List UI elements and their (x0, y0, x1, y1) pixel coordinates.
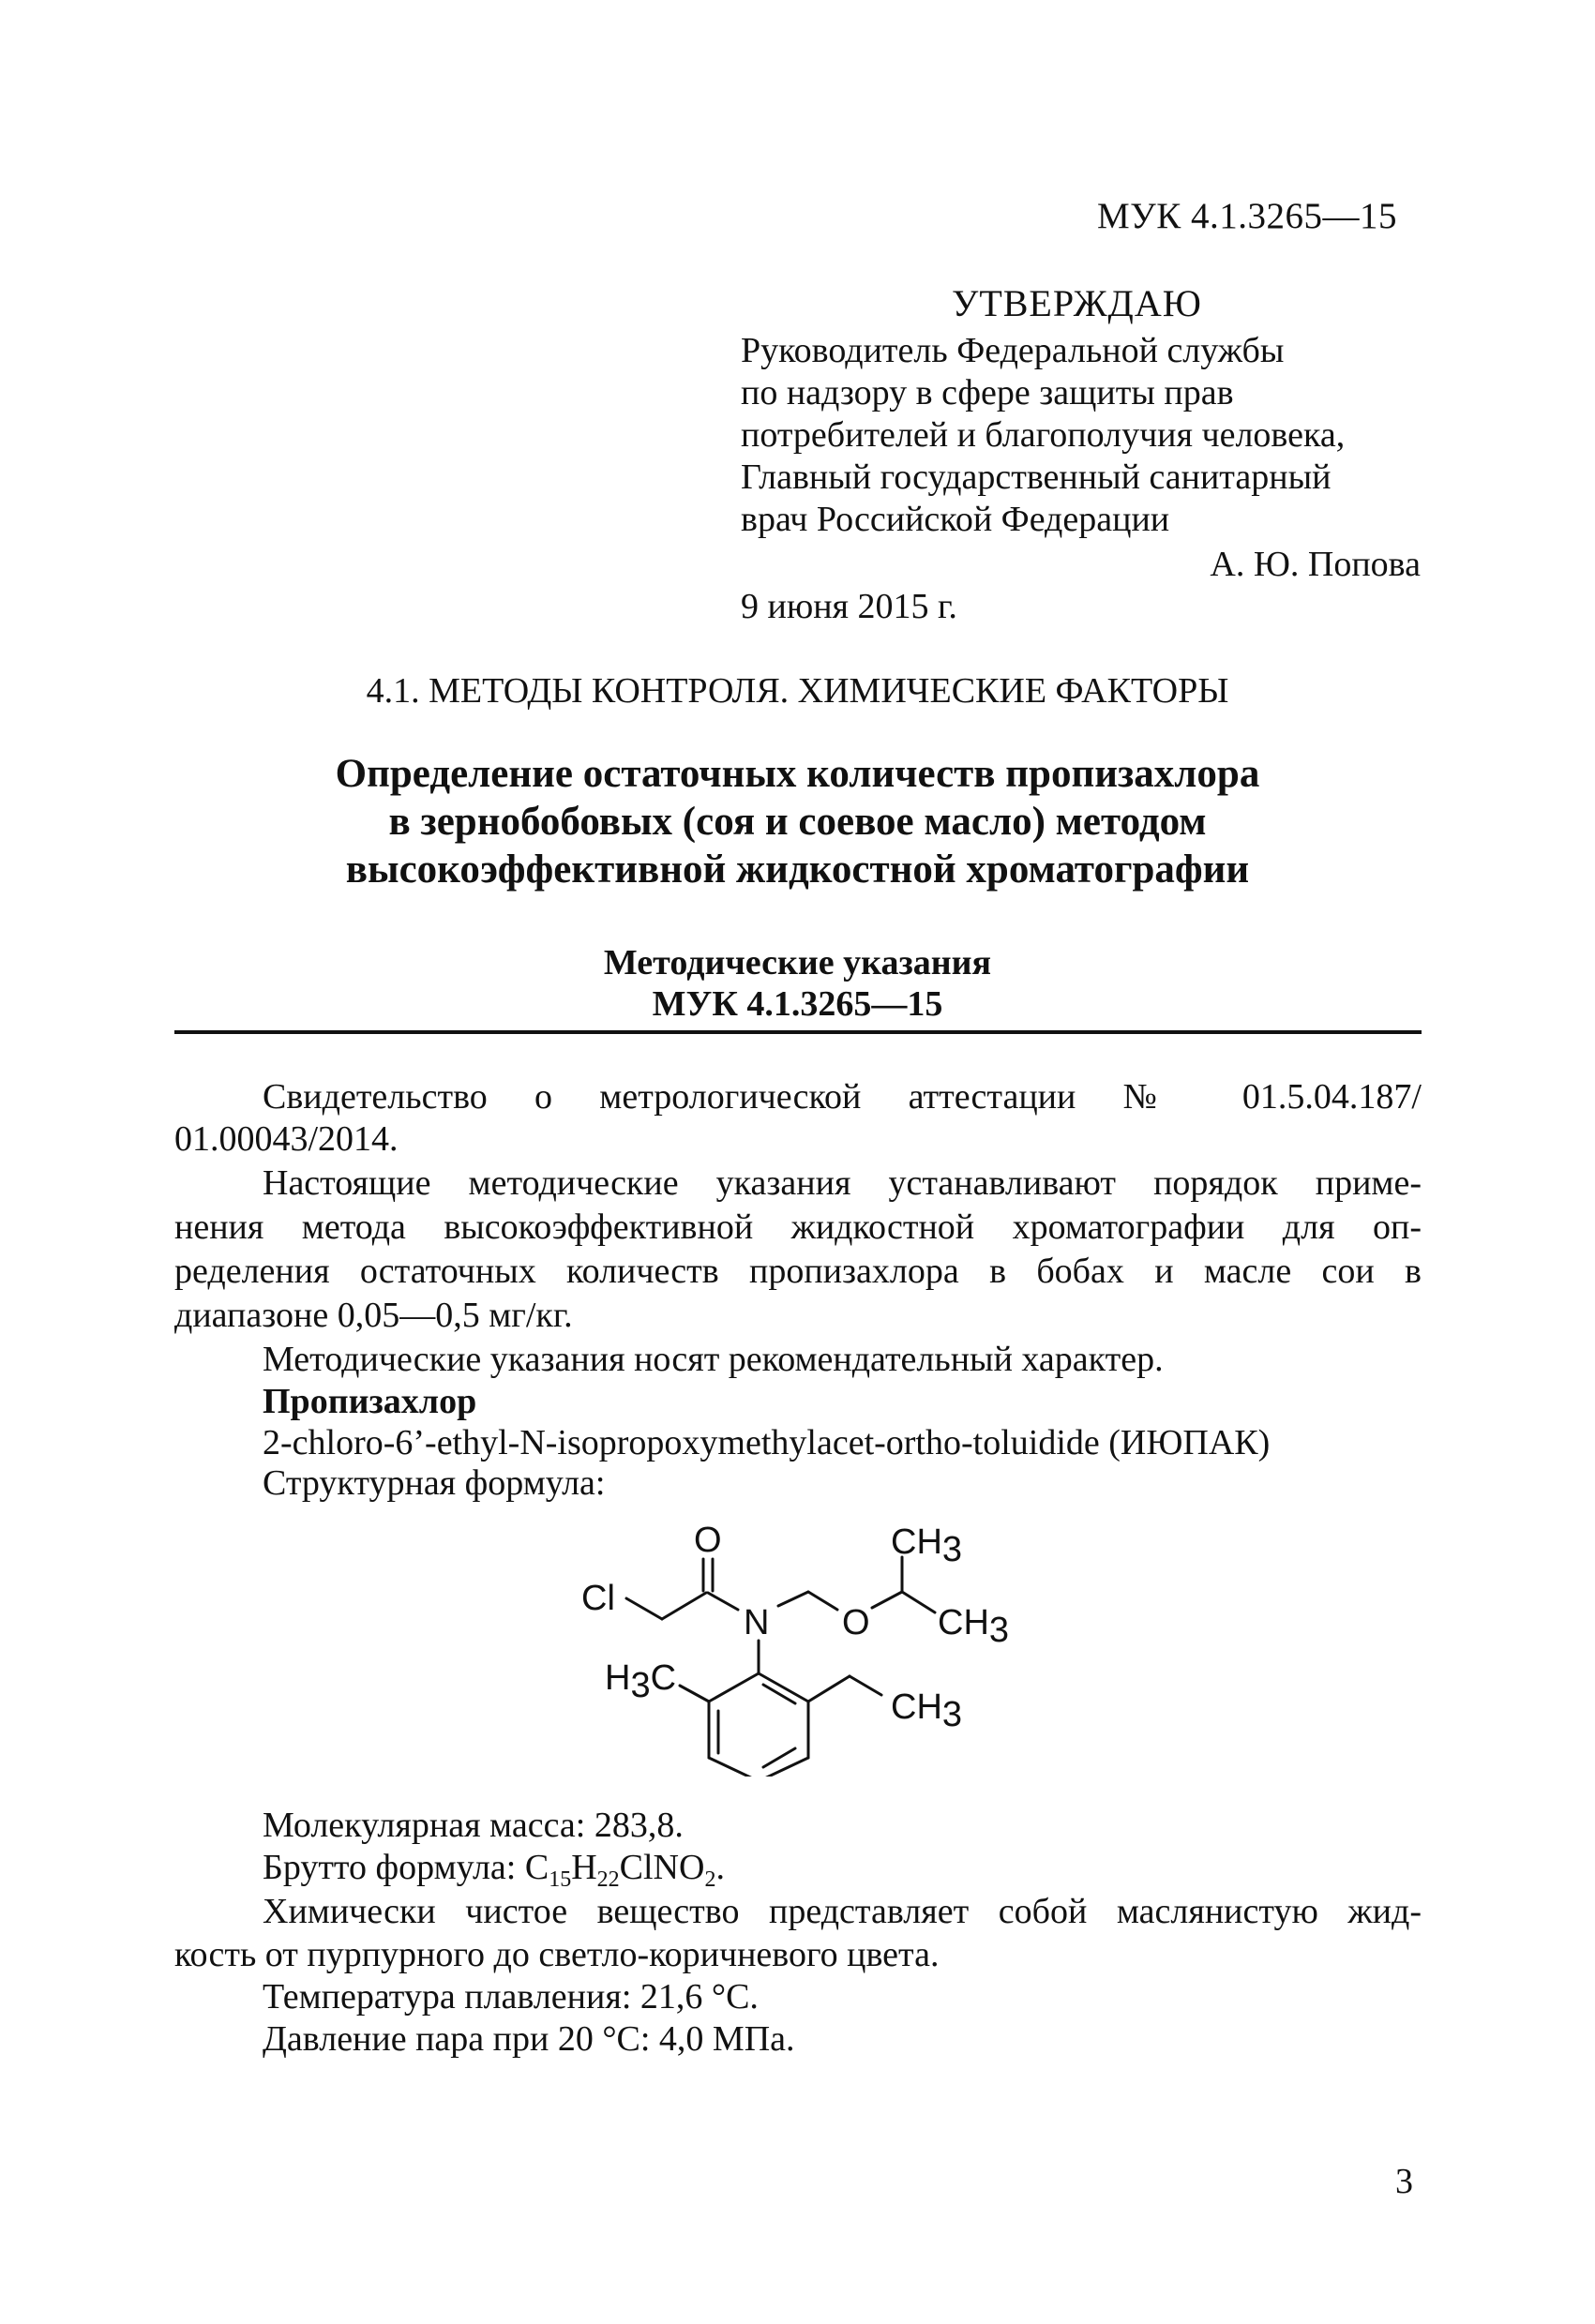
description-line: кость от пурпурного до светло-коричневого цвета. (174, 1935, 940, 1974)
subtitle-line: Методические указания (603, 943, 992, 982)
atom-ch3-right: CH3 (938, 1603, 1010, 1650)
atom-ch3-top: CH3 (891, 1522, 963, 1569)
description-line: Химически чистое вещество представляет собой маслянистую жид- (263, 1892, 1422, 1931)
signer-name: А. Ю. Попова (1210, 545, 1421, 584)
gross-formula: Брутто формула: $C_{15}H_{22}ClNO_2$. (263, 1848, 725, 1892)
scope-line: нения метода высокоэффективной жидкостной хроматографии для оп- (174, 1207, 1422, 1247)
approver-title (741, 330, 1345, 541)
vapor-pressure: Давление пара при 20 °C: 4,0 МПа. (263, 2019, 795, 2059)
scope-line: ределения остаточных количеств пропизахлора в бобах и масле сои в (174, 1252, 1422, 1291)
scope-line: диапазоне 0,05—0,5 мг/кг. (174, 1296, 573, 1335)
approver-line: Главный государственный санитарный (741, 457, 1332, 497)
certificate-line: 01.00043/2014. (174, 1119, 399, 1159)
title-line: Определение остаточных количеств пропизахлора (335, 752, 1260, 796)
certificate-line: Свидетельство о метрологической аттестации № 01.5.04.187/ (263, 1077, 1422, 1117)
page-number: 3 (1395, 2162, 1413, 2201)
subtitle-code: МУК 4.1.3265—15 (652, 984, 943, 1024)
structural-formula-diagram (553, 1495, 1060, 1777)
approver-line: потребителей и благополучия человека, (741, 415, 1346, 455)
melting-point: Температура плавления: 21,6 °C. (263, 1977, 759, 2017)
atom-o-ether: O (842, 1603, 870, 1642)
iupac-name: 2-chloro-6’-ethyl-N-isopropoxymethylacet-ortho-toluidide (ИЮПАК) (263, 1423, 1271, 1462)
approver-line: по надзору в сфере защиты прав (741, 373, 1234, 412)
document-subtitle (0, 942, 1595, 1025)
section-heading: 4.1. МЕТОДЫ КОНТРОЛЯ. ХИМИЧЕСКИЕ ФАКТОРЫ (366, 671, 1229, 711)
atom-n: N (744, 1603, 770, 1642)
atom-cl: Cl (581, 1579, 615, 1618)
molecular-mass: Молекулярная масса: 283,8. (263, 1806, 684, 1845)
approver-line: Руководитель Федеральной службы (741, 331, 1285, 370)
atom-h3c: H3C (605, 1658, 677, 1705)
recommendation-text: Методические указания носят рекомендательный характер. (263, 1340, 1164, 1379)
propisochlor-structure-icon (553, 1495, 1060, 1777)
title-line: в зернобобовых (соя и соевое масло) методом (388, 800, 1207, 844)
approval-date: 9 июня 2015 г. (741, 587, 957, 626)
document-title (0, 750, 1595, 893)
approval-stamp-label: УТВЕРЖДАЮ (952, 282, 1202, 324)
scope-line: Настоящие методические указания устанавливают порядок приме- (263, 1163, 1422, 1203)
structural-formula-label: Структурная формула: (263, 1463, 606, 1503)
title-line: высокоэффективной жидкостной хроматографии (345, 847, 1250, 892)
approver-line: врач Российской Федерации (741, 500, 1170, 539)
horizontal-rule (174, 1030, 1422, 1034)
atom-ch3-ethyl: CH3 (891, 1687, 963, 1734)
substance-name: Пропизахлор (263, 1382, 477, 1421)
document-code: МУК 4.1.3265—15 (1097, 196, 1398, 236)
atom-o-carbonyl: O (694, 1521, 722, 1560)
